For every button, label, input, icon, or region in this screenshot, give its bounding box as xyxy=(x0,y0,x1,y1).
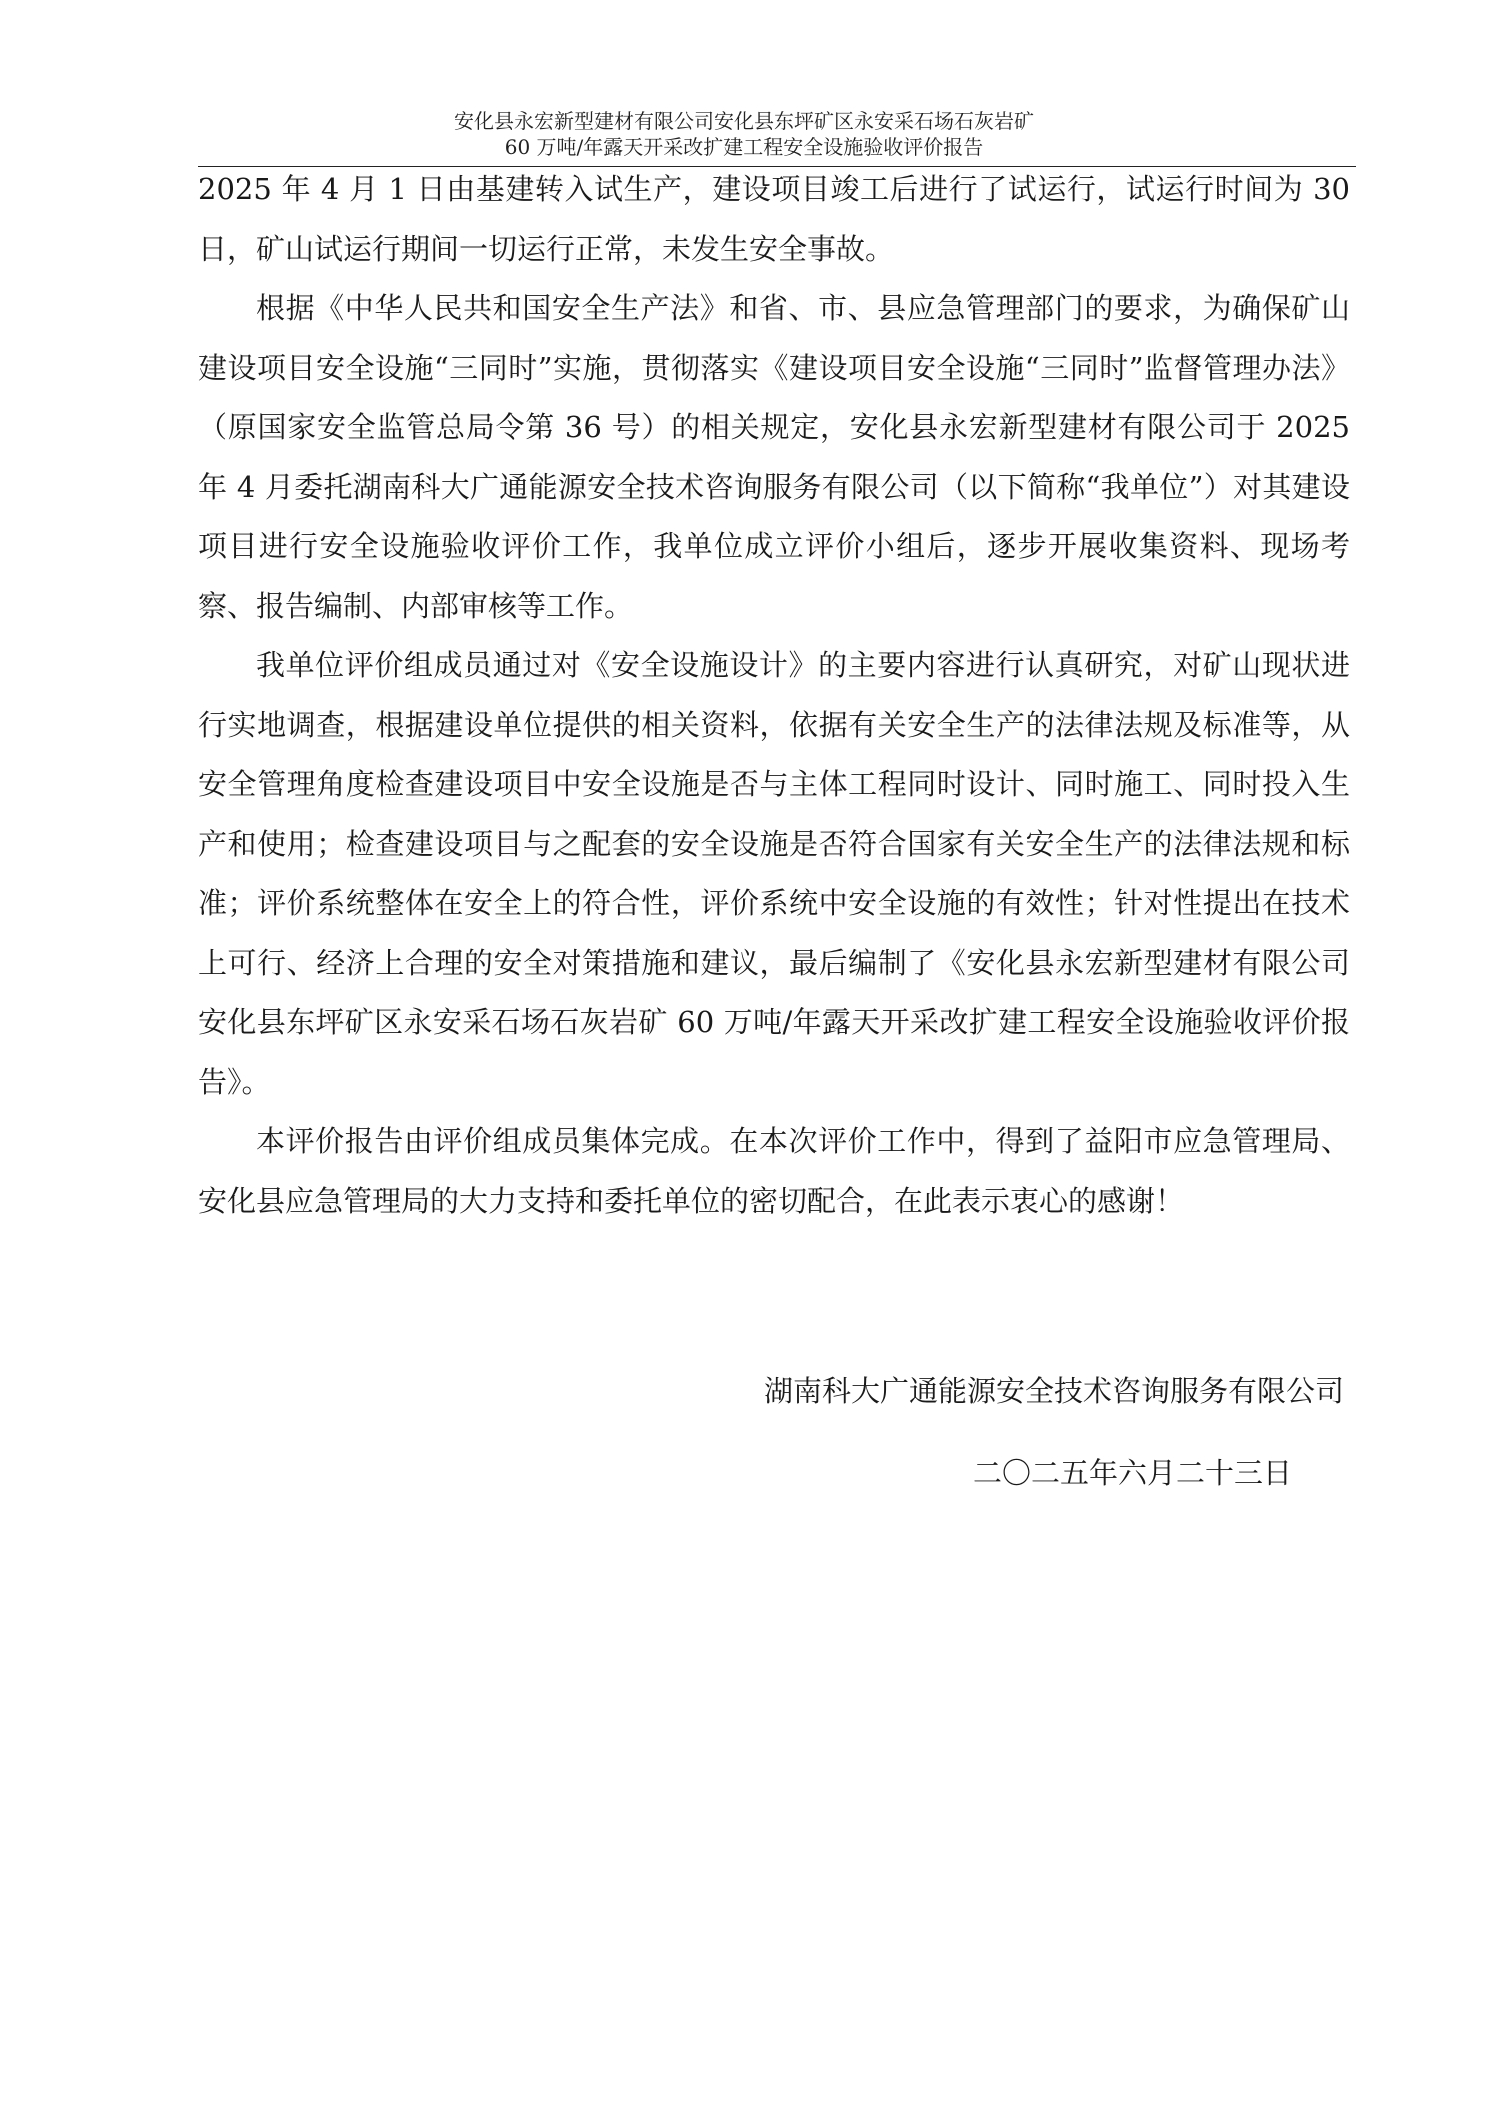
paragraph-basis: 根据《中华人民共和国安全生产法》和省、市、县应急管理部门的要求，为确保矿山建设项目安全设施“三同时”实施，贯彻落实《建设项目安全设施“三同时”监督管理办法》（原国家安全监管总局令第 36 号）的相关规定，安化县永宏新型建材有限公司于 2025 年 4 月委托湖南科大广通能源安全技术咨询服务有限公司（以下简称“我单位”）对其建设项目进行安全设施验收评价工作，我单位成立评价小组后，逐步开展收集资料、现场考察、报告编制、内部审核等工作。 xyxy=(198,291,1350,623)
header-line-1: 安化县永宏新型建材有限公司安化县东坪矿区永安采石场石灰岩矿 xyxy=(454,109,1034,133)
signature-organization: 湖南科大广通能源安全技术咨询服务有限公司 xyxy=(763,1374,1344,1408)
report-body xyxy=(198,160,1350,1231)
paragraph-acknowledgement: 本评价报告由评价组成员集体完成。在本次评价工作中，得到了益阳市应急管理局、安化县应急管理局的大力支持和委托单位的密切配合，在此表示衷心的感谢！ xyxy=(198,1124,1350,1218)
signature-date: 二〇二五年六月二十三日 xyxy=(972,1456,1292,1490)
running-header xyxy=(0,108,1488,160)
signature-block xyxy=(198,1362,1344,1502)
header-line-2: 60 万吨/年露天开采改扩建工程安全设施验收评价报告 xyxy=(504,135,984,159)
paragraph-trial-run: 2025 年 4 月 1 日由基建转入试生产，建设项目竣工后进行了试运行，试运行时间为 30 日，矿山试运行期间一切运行正常，未发生安全事故。 xyxy=(198,172,1350,266)
paragraph-method: 我单位评价组成员通过对《安全设施设计》的主要内容进行认真研究，对矿山现状进行实地调查，根据建设单位提供的相关资料，依据有关安全生产的法律法规及标准等，从安全管理角度检查建设项目中安全设施是否与主体工程同时设计、同时施工、同时投入生产和使用；检查建设项目与之配套的安全设施是否符合国家有关安全生产的法律法规和标准；评价系统整体在安全上的符合性，评价系统中安全设施的有效性；针对性提出在技术上可行、经济上合理的安全对策措施和建议，最后编制了《安化县永宏新型建材有限公司安化县东坪矿区永安采石场石灰岩矿 60 万吨/年露天开采改扩建工程安全设施验收评价报告》。 xyxy=(198,648,1350,1099)
